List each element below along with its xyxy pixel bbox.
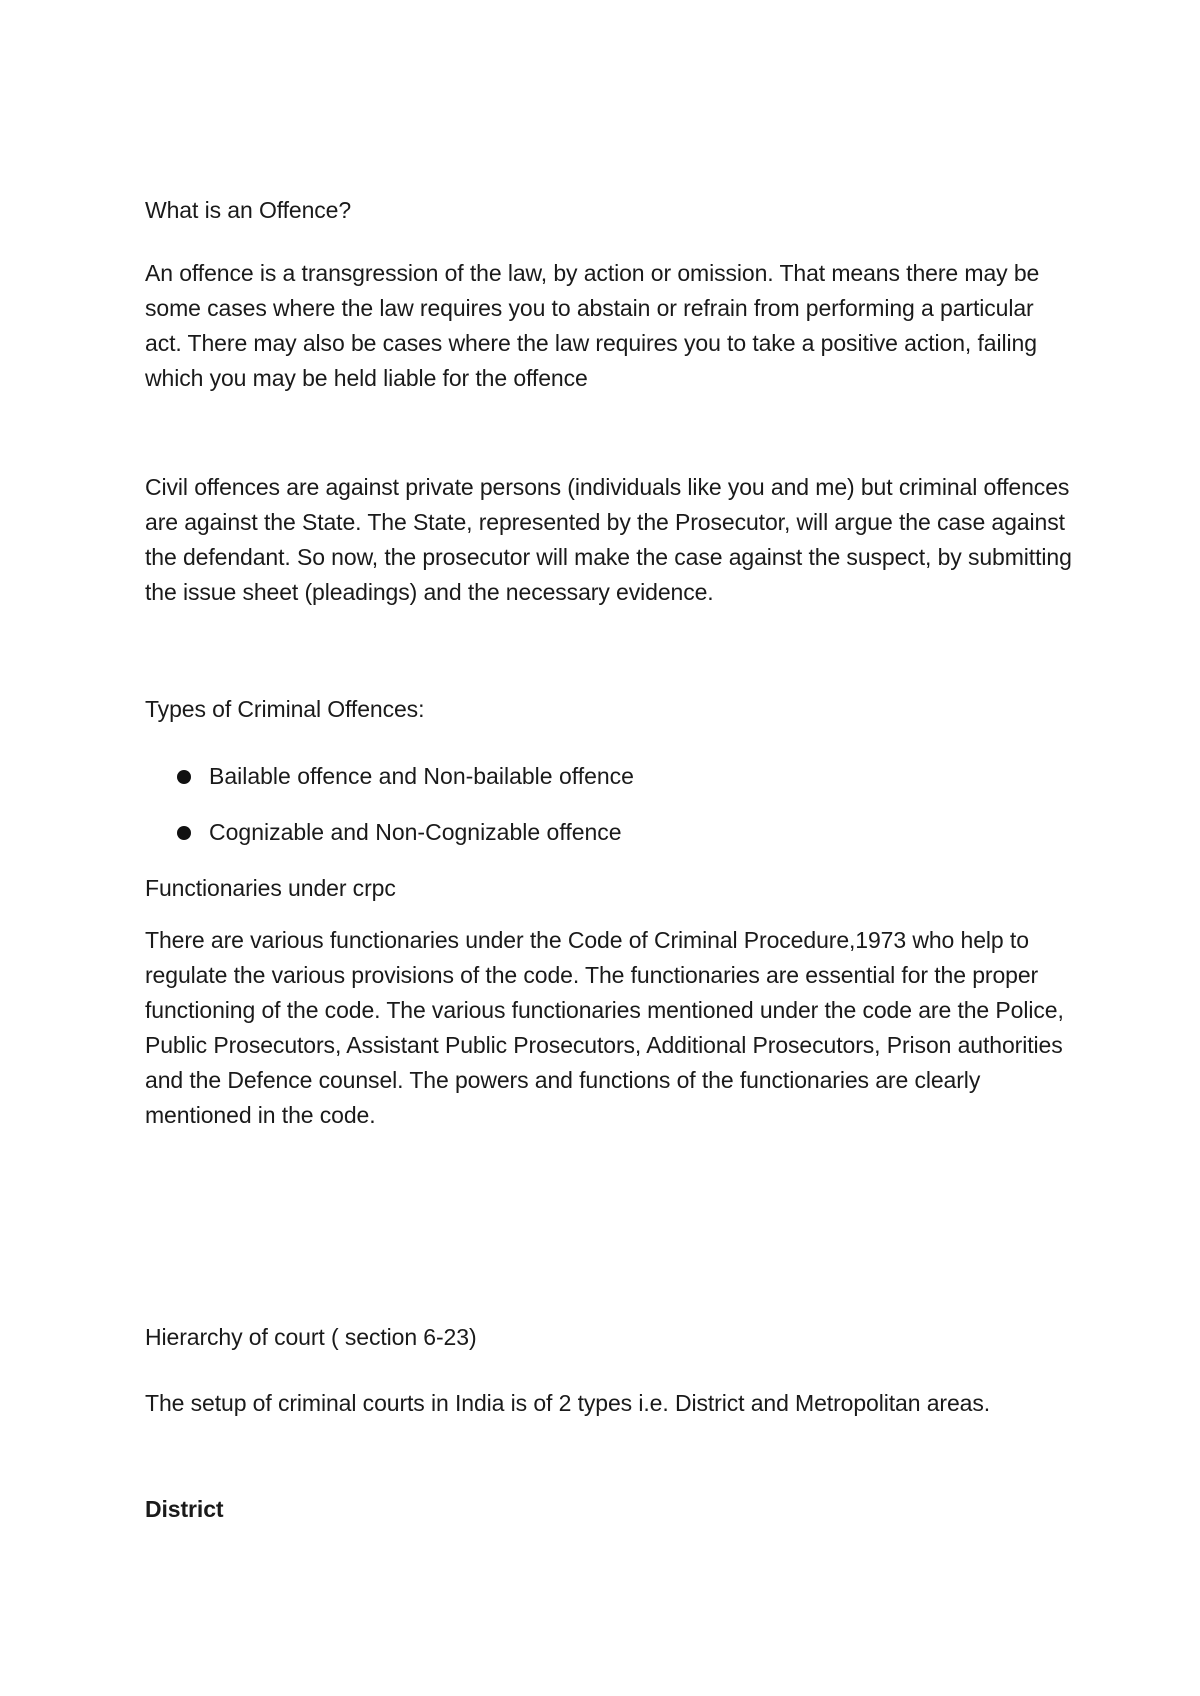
paragraph-civil-vs-criminal: Civil offences are against private persons (individuals like you and me) but criminal offences are against the State. The State, represented by the Prosecutor, will argue the case against the defendant. So now, the prosecutor will make the case against the suspect, by submitting the issue sheet (pleadings) and the necessary evidence. [145, 474, 1072, 605]
list-item-label: Bailable offence and Non-bailable offence [209, 763, 634, 789]
bullet-icon [177, 770, 191, 784]
list-item [177, 815, 1057, 850]
paragraph-court-setup: The setup of criminal courts in India is of 2 types i.e. District and Metropolitan areas. [145, 1390, 991, 1416]
heading-functionaries: Functionaries under crpc [145, 875, 396, 901]
heading-types-of-criminal-offences: Types of Criminal Offences: [145, 696, 425, 722]
paragraph-offence-definition: An offence is a transgression of the law, by action or omission. That means there may be some cases where the law requires you to abstain or refrain from performing a particular act. There may also be cases where the law requires you to take a positive action, failing which you may be held liable for the offence [145, 260, 1040, 391]
paragraph-functionaries: There are various functionaries under the Code of Criminal Procedure,1973 who help to regulate the various provisions of the code. The functionaries are essential for the proper functioning of the code. The various functionaries mentioned under the code are the Police, Public Prosecutors, Assistant Public Prosecutors, Additional Prosecutors, Prison authorities and the Defence counsel. The powers and functions of the functionaries are clearly mentioned in the code. [145, 927, 1064, 1128]
heading-district: District [145, 1496, 224, 1522]
list-item [177, 759, 1057, 794]
list-item-label: Cognizable and Non-Cognizable offence [209, 819, 622, 845]
bullet-icon [177, 826, 191, 840]
heading-hierarchy-of-court: Hierarchy of court ( section 6-23) [145, 1324, 477, 1350]
heading-what-is-offence: What is an Offence? [145, 197, 352, 223]
